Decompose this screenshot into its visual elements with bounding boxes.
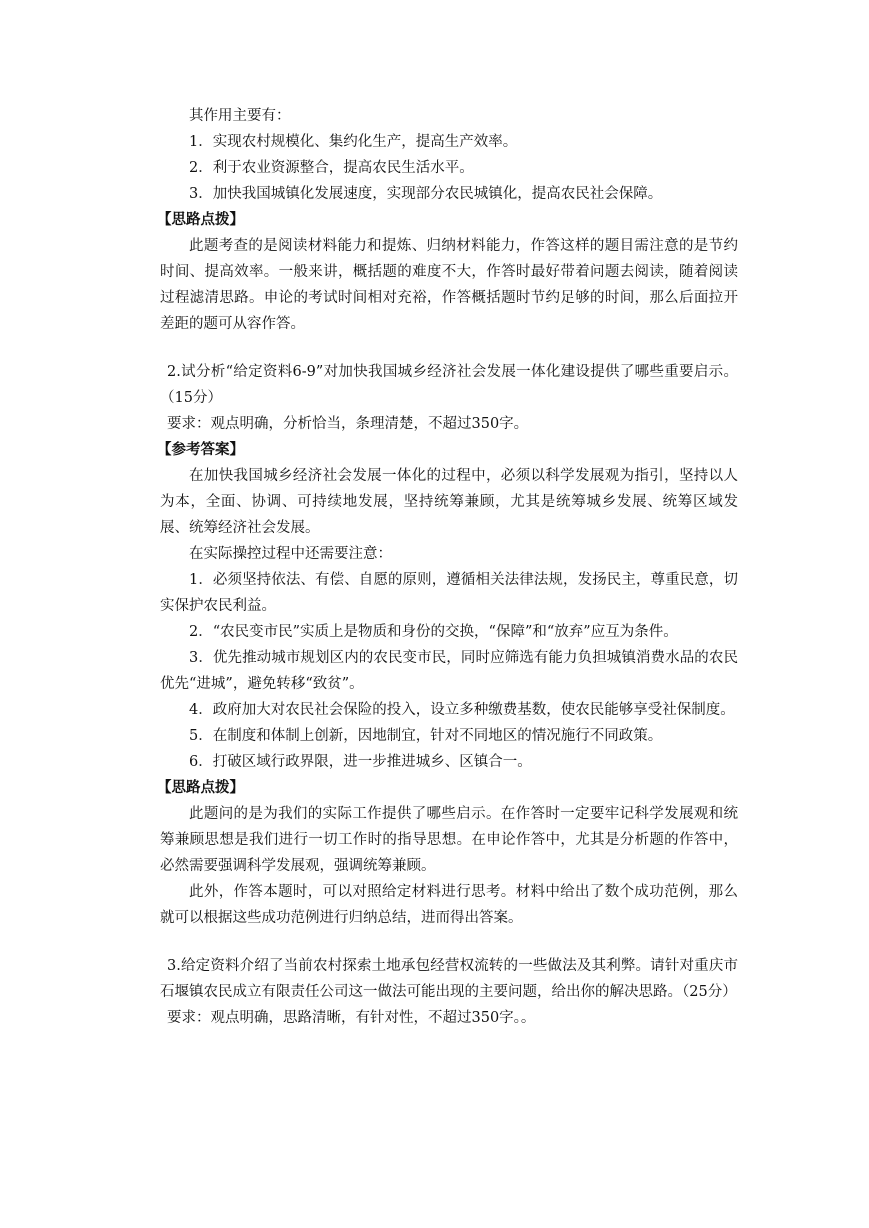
q2-hint-paragraph: 此外，作答本题时，可以对照给定材料进行思考。材料中给出了数个成功范例，那么就可以根据这些成功范例进行归纳总结，进而得出答案。	[160, 884, 738, 926]
q2-answer-point: 5．在制度和体制上创新，因地制宜，针对不同地区的情况施行不同政策。	[189, 728, 663, 744]
q2-requirement: 要求：观点明确，分析恰当，条理清楚，不超过350字。	[167, 416, 529, 432]
q3-requirement: 要求：观点明确，思路清晰，有针对性，不超过350字。。	[167, 1010, 536, 1026]
intro-lead: 其作用主要有：	[189, 108, 291, 124]
q2-answer-heading: 【参考答案】	[157, 441, 244, 458]
hint1-text: 此题考查的是阅读材料能力和提炼、归纳材料能力，作答这样的题目需注意的是节约时间、提高效率。一般来讲，概括题的难度不大，作答时最好带着问题去阅读，随着阅读过程滤清思路。申论的考试时间相对充裕，作答概括题时节约足够的时间，那么后面拉开差距的题可从容作答。	[160, 238, 738, 332]
intro-item: 2．利于农业资源整合，提高农民生活水平。	[189, 160, 474, 176]
intro-item: 3．加快我国城镇化发展速度，实现部分农民城镇化，提高农民社会保障。	[189, 186, 663, 202]
intro-item: 1．实现农村规模化、集约化生产，提高生产效率。	[189, 134, 518, 150]
document-body	[157, 103, 738, 1031]
q2-question: 2.试分析“给定资料6-9”对加快我国城乡经济社会发展一体化建设提供了哪些重要启示。（15分）	[160, 364, 738, 406]
q2-answer-point: 2．“农民变市民”实质上是物质和身份的交换，“保障”和“放弃”应互为条件。	[189, 624, 678, 640]
q2-answer-point: 1．必须坚持依法、有偿、自愿的原则，遵循相关法律法规，发扬民主，尊重民意，切实保护农民利益。	[160, 572, 738, 614]
q2-answer-paragraph: 在实际操控过程中还需要注意：	[189, 546, 392, 562]
q2-answer-point: 6．打破区域行政界限，进一步推进城乡、区镇合一。	[189, 754, 532, 770]
q2-answer-paragraph: 在加快我国城乡经济社会发展一体化的过程中，必须以科学发展观为指引，坚持以人为本，全面、协调、可持续地发展，坚持统筹兼顾，尤其是统筹城乡发展、统筹区域发展、统筹经济社会发展。	[160, 468, 738, 536]
spacer	[160, 337, 738, 359]
q2-answer-point: 3．优先推动城市规划区内的农民变市民，同时应筛选有能力负担城镇消费水品的农民优先“进城”，避免转移“致贫”。	[160, 650, 738, 692]
q2-hint-paragraph: 此题问的是为我们的实际工作提供了哪些启示。在作答时一定要牢记科学发展观和统筹兼顾思想是我们进行一切工作时的指导思想。在申论作答中，尤其是分析题的作答中，必然需要强调科学发展观，强调统筹兼顾。	[160, 806, 738, 874]
q3-question: 3.给定资料介绍了当前农村探索土地承包经营权流转的一些做法及其利弊。请针对重庆市石堰镇农民成立有限责任公司这一做法可能出现的主要问题，给出你的解决思路。（25分）	[160, 958, 738, 1000]
q2-hint-heading: 【思路点拨】	[157, 779, 244, 796]
q2-answer-point: 4．政府加大对农民社会保险的投入，设立多种缴费基数，使农民能够享受社保制度。	[189, 702, 735, 718]
hint1-heading: 【思路点拨】	[157, 211, 244, 228]
spacer	[160, 931, 738, 953]
